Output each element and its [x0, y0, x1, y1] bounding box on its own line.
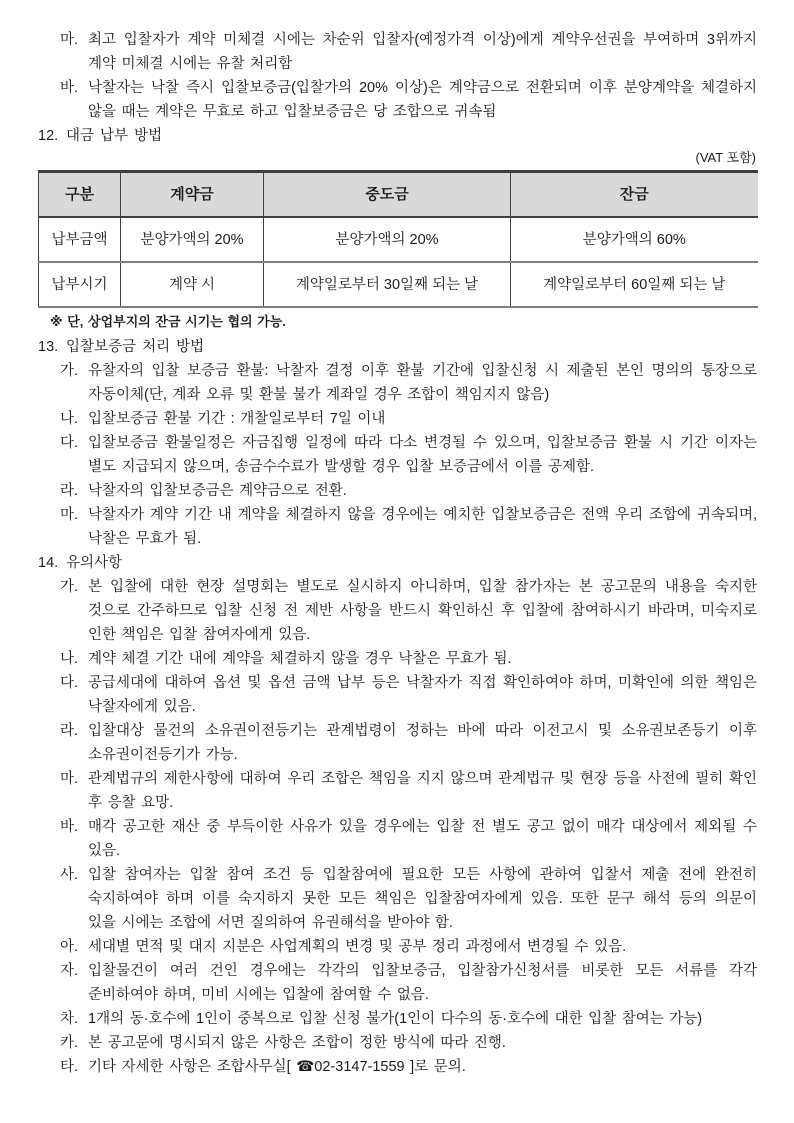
list-item [60, 863, 757, 935]
list-item-label: 타. [60, 1059, 79, 1075]
list-item-text: 입찰보증금 환불 기간 : 개찰일로부터 7일 이내 [88, 411, 386, 427]
list-item-label: 가. [60, 363, 79, 379]
table-cell: 계약일로부터 60일째 되는 날 [543, 276, 726, 293]
list-item-label: 라. [60, 483, 79, 499]
list-item-text: 낙찰자는 낙찰 즉시 입찰보증금(입찰가의 20% 이상)은 계약금으로 전환되며 이후 분양계약을 체결하지 않을 때는 계약은 무효로 하고 입찰보증금은 당 조합으로 귀속됨 [88, 80, 757, 120]
list-item-text: 낙찰자가 계약 기간 내 계약을 체결하지 않을 경우에는 예치한 입찰보증금은 전액 우리 조합에 귀속되며, 낙찰은 무효가 됨. [88, 507, 757, 547]
table-cell: 분양가액의 20% [121, 217, 264, 262]
table-cell: 분양가액의 60% [511, 217, 758, 262]
list-item-label: 사. [60, 867, 79, 883]
list-item-label: 마. [60, 507, 79, 523]
section-heading-notes [38, 551, 757, 575]
list-item-label: 마. [60, 771, 79, 787]
list-item-label: 자. [60, 963, 79, 979]
payment-schedule-table [38, 170, 758, 308]
table-header-row [39, 172, 758, 218]
list-item [60, 407, 757, 431]
table-cell: 납부금액 [39, 217, 121, 262]
list-item-label: 다. [60, 675, 79, 691]
list-item-label: 카. [60, 1035, 79, 1051]
table-header-cell: 중도금 [264, 172, 511, 218]
table-cell: 계약 시 [121, 262, 264, 307]
list-item-label: 나. [60, 411, 79, 427]
list-item [60, 935, 757, 959]
list-item-label: 바. [60, 819, 79, 835]
list-item [60, 719, 757, 767]
list-item [60, 575, 757, 647]
list-item-label: 라. [60, 723, 79, 739]
list-item [60, 767, 757, 815]
list-item-text: 관계법규의 제한사항에 대하여 우리 조합은 책임을 지지 않으며 관계법규 및 현장 등을 사전에 필히 확인 후 응찰 요망. [88, 771, 757, 811]
section-title: 대금 납부 방법 [66, 128, 163, 144]
vat-included-note: (VAT 포함) [695, 150, 756, 165]
list-item-label: 나. [60, 651, 79, 667]
list-item-text: 입찰 참여자는 입찰 참여 조건 등 입찰참여에 필요한 모든 사항에 관하여 입찰서 제출 전에 완전히 숙지하여야 하며 이를 숙지하지 못한 모든 책임은 입찰참여자에게 있음. 또한 문구 해석 등의 의문이 있을 시에는 조합에 서면 질의하여 유권해석을 받아야 함. [88, 867, 757, 931]
section-heading-deposit-handling [38, 335, 757, 359]
list-item-label: 가. [60, 579, 79, 595]
table-row [39, 262, 758, 307]
list-item-text: 입찰대상 물건의 소유권이전등기는 관계법령이 정하는 바에 따라 이전고시 및 소유권보존등기 이후 소유권이전등기가 가능. [88, 723, 757, 763]
table-header-cell: 구분 [39, 172, 121, 218]
list-item-text: 입찰물건이 여러 건인 경우에는 각각의 입찰보증금, 입찰참가신청서를 비롯한 모든 서류를 각각 준비하여야 하며, 미비 시에는 입찰에 참여할 수 없음. [88, 963, 757, 1003]
list-item-text: 낙찰자의 입찰보증금은 계약금으로 전환. [88, 483, 347, 499]
list-item-text: 입찰보증금 환불일정은 자금집행 일정에 따라 다소 변경될 수 있으며, 입찰보증금 환불 시 기간 이자는 별도 지급되지 않으며, 송금수수료가 발생할 경우 입찰 보증금에서 이를 공제함. [88, 435, 757, 475]
list-item-label: 차. [60, 1011, 79, 1027]
list-item [60, 479, 757, 503]
list-item [60, 671, 757, 719]
table-footnote: ※ 단, 상업부지의 잔금 시기는 협의 가능. [50, 314, 286, 329]
section-heading-payment-method [38, 124, 757, 148]
list-item [60, 431, 757, 479]
list-item [60, 1007, 757, 1031]
section-number: 12. [38, 128, 59, 144]
list-item-text: 세대별 면적 및 대지 지분은 사업계획의 변경 및 공부 정리 과정에서 변경될 수 있음. [88, 939, 627, 955]
section-title: 유의사항 [66, 555, 123, 571]
list-item [60, 1055, 757, 1079]
list-item [60, 815, 757, 863]
list-item-text: 공급세대에 대하여 옵션 및 옵션 금액 납부 등은 낙찰자가 직접 확인하여야 하며, 미확인에 의한 책임은 낙찰자에게 있음. [88, 675, 757, 715]
table-cell: 분양가액의 20% [264, 217, 511, 262]
table-cell: 납부시기 [39, 262, 121, 307]
list-item-text: 유찰자의 입찰 보증금 환불: 낙찰자 결정 이후 환불 기간에 입찰신청 시 제출된 본인 명의의 통장으로 자동이체(단, 계좌 오류 및 환불 불가 계좌일 경우 조합이 책임지지 않음) [88, 363, 757, 403]
list-item-label: 바. [60, 80, 79, 96]
list-item-label: 마. [60, 32, 79, 48]
section-number: 13. [38, 339, 59, 355]
section-number: 14. [38, 555, 59, 571]
list-item-text: 최고 입찰자가 계약 미체결 시에는 차순위 입찰자(예정가격 이상)에게 계약우선권을 부여하며 3위까지 계약 미체결 시에는 유찰 처리함 [88, 32, 757, 72]
list-item [60, 359, 757, 407]
list-item-text: 본 공고문에 명시되지 않은 사항은 조합이 정한 방식에 따라 진행. [88, 1035, 506, 1051]
list-item-label: 아. [60, 939, 79, 955]
table-header-cell: 계약금 [121, 172, 264, 218]
table-cell: 계약일로부터 30일째 되는 날 [264, 262, 511, 307]
list-item-text: 계약 체결 기간 내에 계약을 체결하지 않을 경우 낙찰은 무효가 됨. [88, 651, 512, 667]
section-title: 입찰보증금 처리 방법 [66, 339, 205, 355]
list-item-text: 본 입찰에 대한 현장 설명회는 별도로 실시하지 아니하며, 입찰 참가자는 본 공고문의 내용을 숙지한 것으로 간주하므로 입찰 신청 전 제반 사항을 반드시 확인하신 후 입찰에 참여하시기 바라며, 미숙지로 인한 책임은 입찰 참여자에게 있음. [88, 579, 757, 643]
list-item [60, 647, 757, 671]
table-header-cell: 잔금 [511, 172, 758, 218]
list-item [60, 28, 757, 76]
list-item-text: 기타 자세한 사항은 조합사무실[ ☎02-3147-1559 ]로 문의. [88, 1059, 466, 1075]
table-row [39, 217, 758, 262]
list-item [60, 959, 757, 1007]
list-item-label: 다. [60, 435, 79, 451]
list-item-text: 1개의 동·호수에 1인이 중복으로 입찰 신청 불가(1인이 다수의 동·호수에 대한 입찰 참여는 가능) [88, 1011, 703, 1027]
list-item [60, 76, 757, 124]
list-item-text: 매각 공고한 재산 중 부득이한 사유가 있을 경우에는 입찰 전 별도 공고 없이 매각 대상에서 제외될 수 있음. [88, 819, 757, 859]
list-item [60, 503, 757, 551]
list-item [60, 1031, 757, 1055]
